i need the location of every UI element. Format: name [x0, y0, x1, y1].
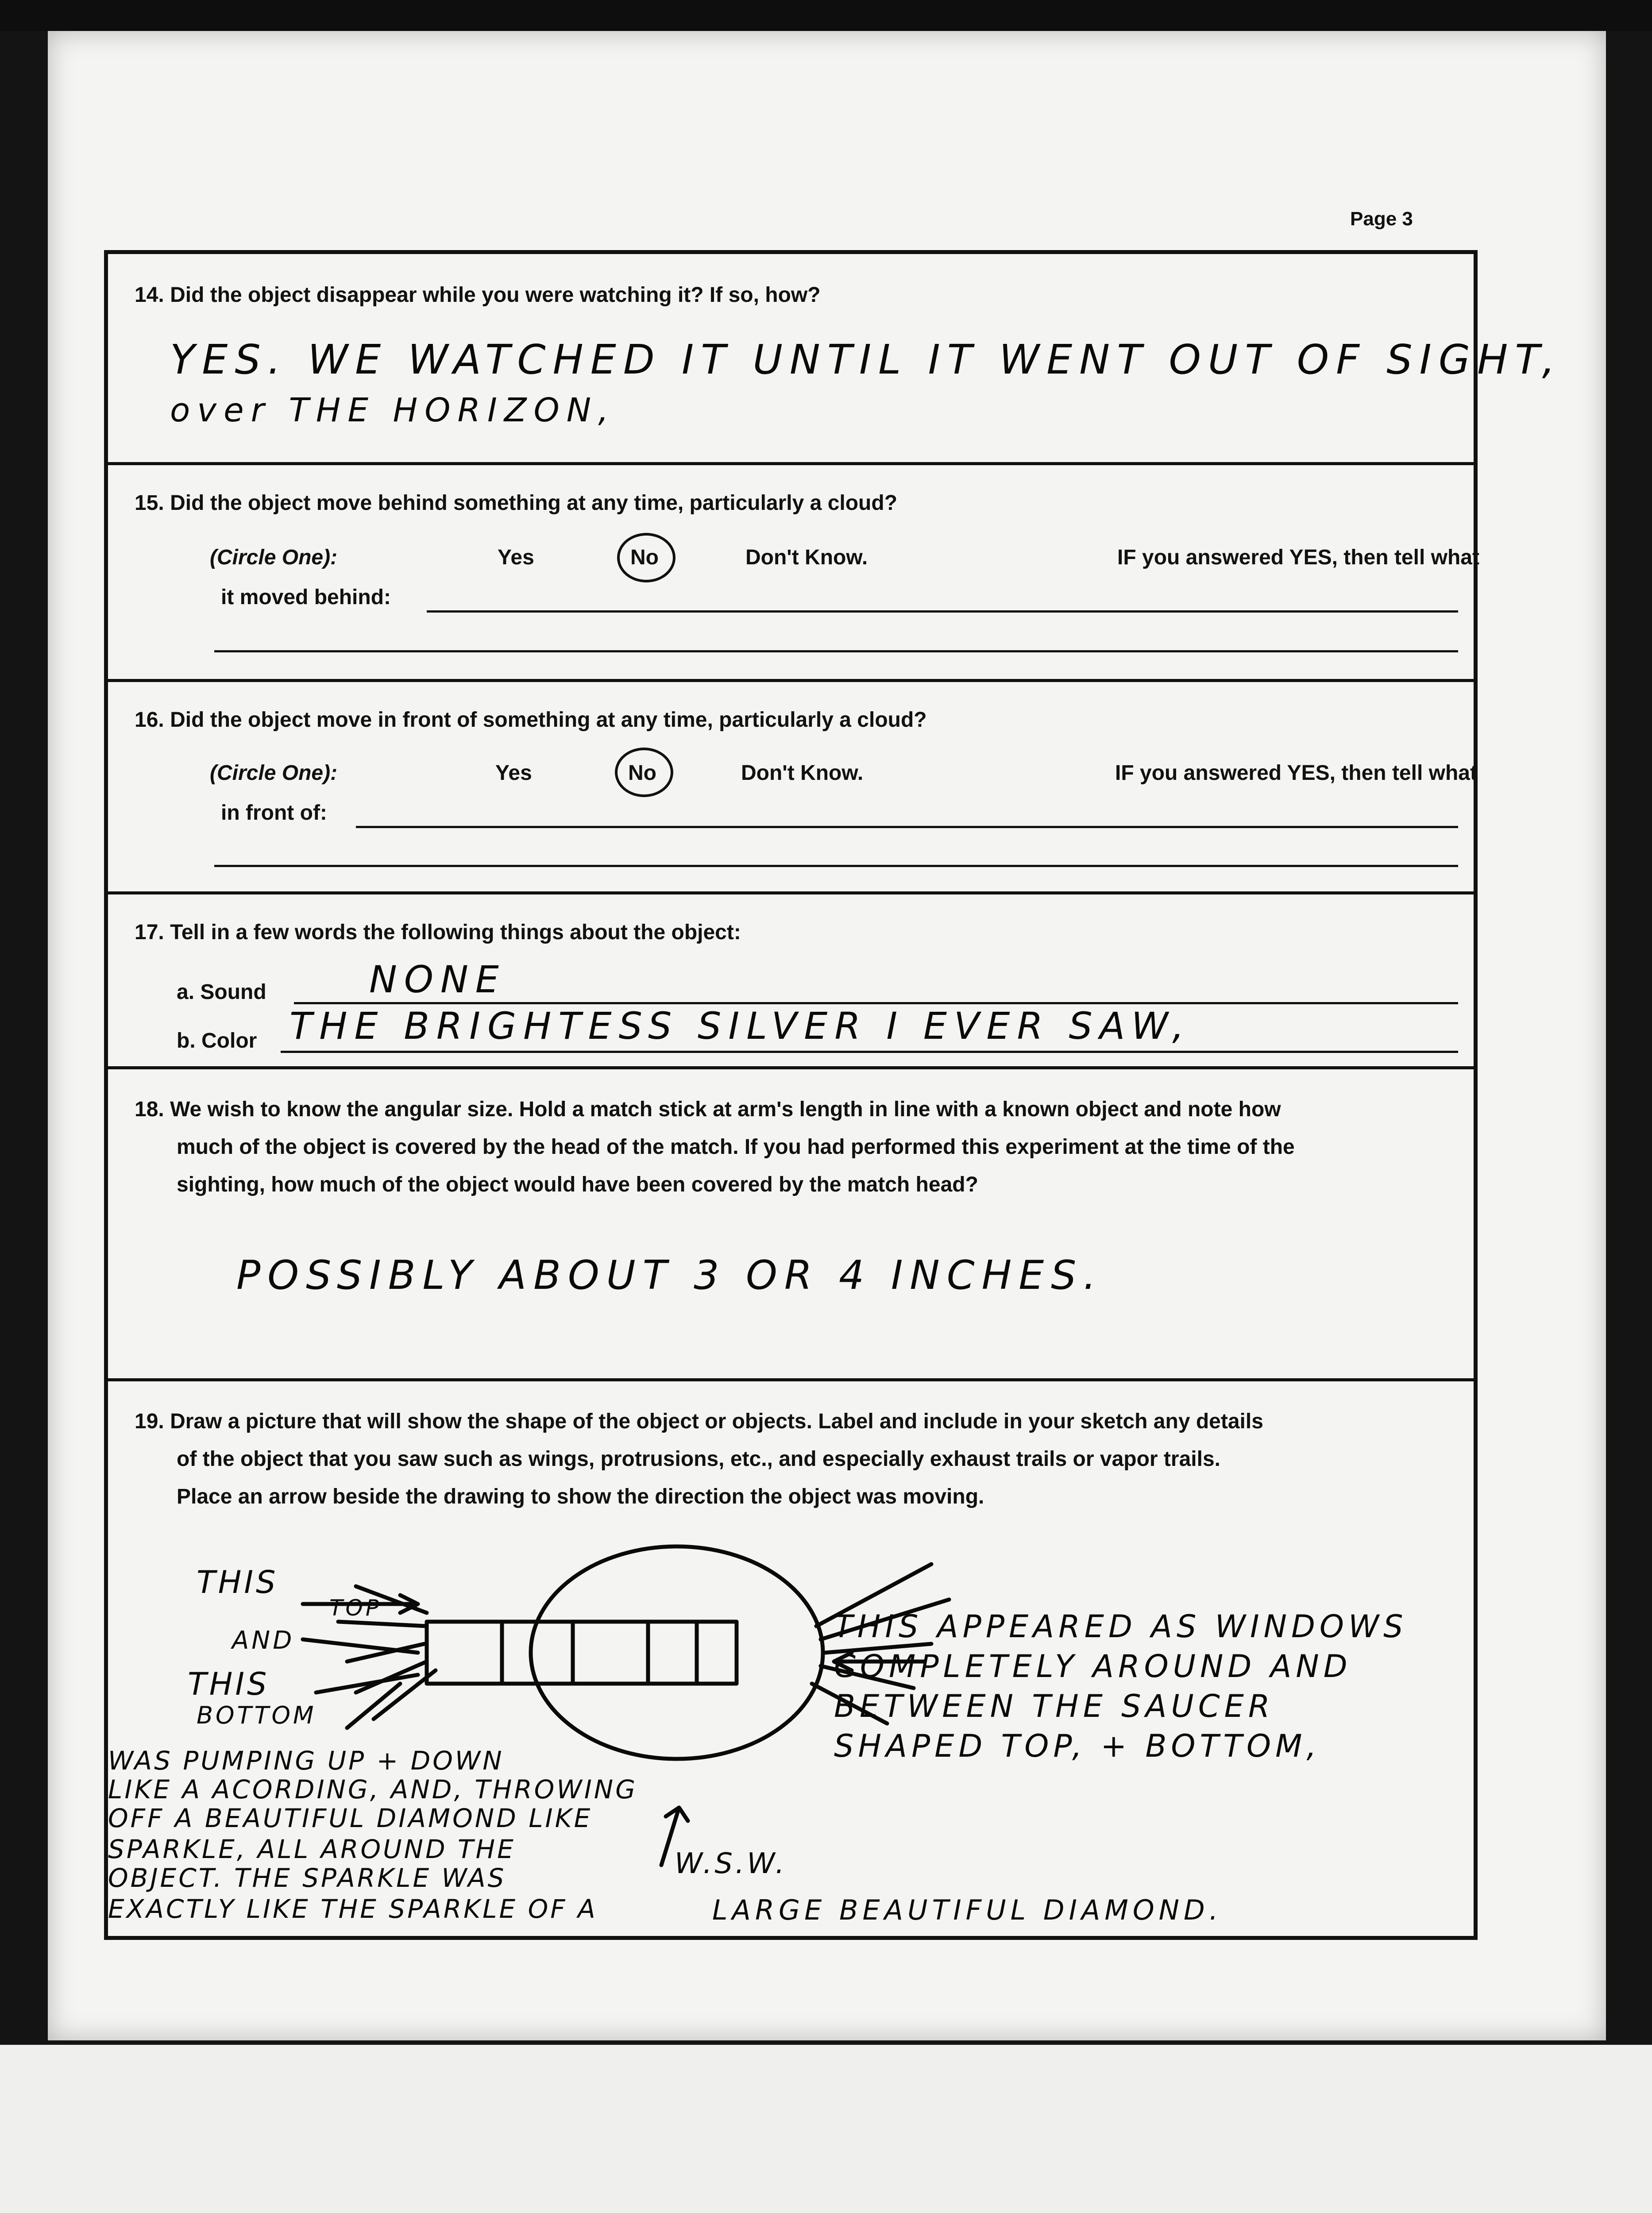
question-18-line2: much of the object is covered by the head of the match. If you had performed this experiment at the time of the: [177, 1135, 1295, 1159]
left-note-line3: OFF A BEAUTIFUL DIAMOND LIKE: [108, 1803, 593, 1833]
question-15-text: 15. Did the object move behind something at any time, particularly a cloud?: [135, 491, 898, 515]
right-note-line3: BETWEEN THE SAUCER: [834, 1688, 1274, 1724]
answer-line: [281, 1051, 1458, 1053]
color-label: b. Color: [177, 1029, 257, 1053]
page-number: Page 3: [1350, 208, 1413, 230]
right-note-line1: THIS APPEARED AS WINDOWS: [834, 1608, 1408, 1645]
answer-18: POSSIBLY ABOUT 3 OR 4 INCHES.: [236, 1252, 1103, 1299]
question-16-text: 16. Did the object move in front of something at any time, particularly a cloud?: [135, 708, 927, 732]
answer-line: [214, 650, 1458, 652]
question-15-section: [108, 462, 1479, 682]
direction-label: W.S.W.: [675, 1847, 787, 1880]
sound-answer: NONE: [369, 958, 506, 1001]
moved-behind-label: it moved behind:: [221, 586, 391, 609]
option-dont-know: Don't Know.: [745, 546, 868, 569]
label-and: AND: [232, 1626, 295, 1655]
question-18-line1: 18. We wish to know the angular size. Hold a match stick at arm's length in line with a known object and note how: [135, 1098, 1281, 1121]
if-yes-instruction: IF you answered YES, then tell what: [1115, 761, 1477, 785]
question-19-line2: of the object that you saw such as wings, protrusions, etc., and especially exhaust trails or vapor trails.: [177, 1447, 1220, 1471]
left-note-line5: OBJECT. THE SPARKLE WAS: [108, 1863, 506, 1893]
right-note-line4: SHAPED TOP, + BOTTOM,: [834, 1728, 1321, 1764]
answer-14-line1: YES. WE WATCHED IT UNTIL IT WENT OUT OF SIGHT,: [170, 336, 1562, 383]
if-yes-instruction: IF you answered YES, then tell what: [1117, 546, 1479, 569]
left-note-line4: SPARKLE, ALL AROUND THE: [108, 1834, 516, 1864]
questionnaire-form: [104, 250, 1562, 1940]
option-yes: Yes: [495, 761, 532, 785]
option-no: No: [628, 761, 656, 785]
answer-line: [356, 826, 1458, 828]
label-bottom: BOTTOM: [197, 1701, 317, 1729]
label-top: TOP: [329, 1595, 382, 1621]
option-dont-know: Don't Know.: [741, 761, 864, 785]
question-18-section: [108, 1066, 1474, 1381]
answer-line: [427, 610, 1458, 613]
scan-lower-margin: [0, 2045, 1652, 2213]
label-this-top: THIS: [197, 1564, 278, 1600]
question-16-section: [108, 679, 1477, 894]
left-note-line2: LIKE A ACORDING, AND, THROWING: [108, 1774, 638, 1804]
right-note-line2: COMPLETELY AROUND AND: [834, 1648, 1352, 1685]
answer-line: [214, 865, 1458, 867]
question-19-line3: Place an arrow beside the drawing to show the direction the object was moving.: [177, 1485, 984, 1508]
answer-14-line2: over THE HORIZON,: [170, 391, 616, 429]
scan-top-border: [0, 0, 1652, 31]
bottom-note: LARGE BEAUTIFUL DIAMOND.: [712, 1894, 1223, 1926]
circle-one-label: (Circle One):: [210, 761, 338, 785]
circle-one-label: (Circle One):: [210, 546, 338, 569]
question-14-section: [108, 254, 1562, 465]
question-19-section: [108, 1378, 1474, 1936]
label-this-bottom: THIS: [188, 1666, 270, 1702]
color-answer: THE BRIGHTESS SILVER I EVER SAW,: [289, 1004, 1191, 1048]
question-18-line3: sighting, how much of the object would have been covered by the match head?: [177, 1173, 978, 1196]
sound-label: a. Sound: [177, 980, 266, 1004]
question-17-section: [108, 891, 1474, 1069]
option-no: No: [630, 546, 659, 569]
question-17-text: 17. Tell in a few words the following things about the object:: [135, 921, 741, 944]
left-note-line1: WAS PUMPING UP + DOWN: [108, 1746, 504, 1776]
question-19-line1: 19. Draw a picture that will show the shape of the object or objects. Label and include in your sketch any details: [135, 1410, 1263, 1433]
left-note-line6: EXACTLY LIKE THE SPARKLE OF A: [108, 1894, 598, 1924]
option-yes: Yes: [498, 546, 534, 569]
question-14-text: 14. Did the object disappear while you were watching it? If so, how?: [135, 283, 821, 307]
in-front-of-label: in front of:: [221, 801, 327, 825]
